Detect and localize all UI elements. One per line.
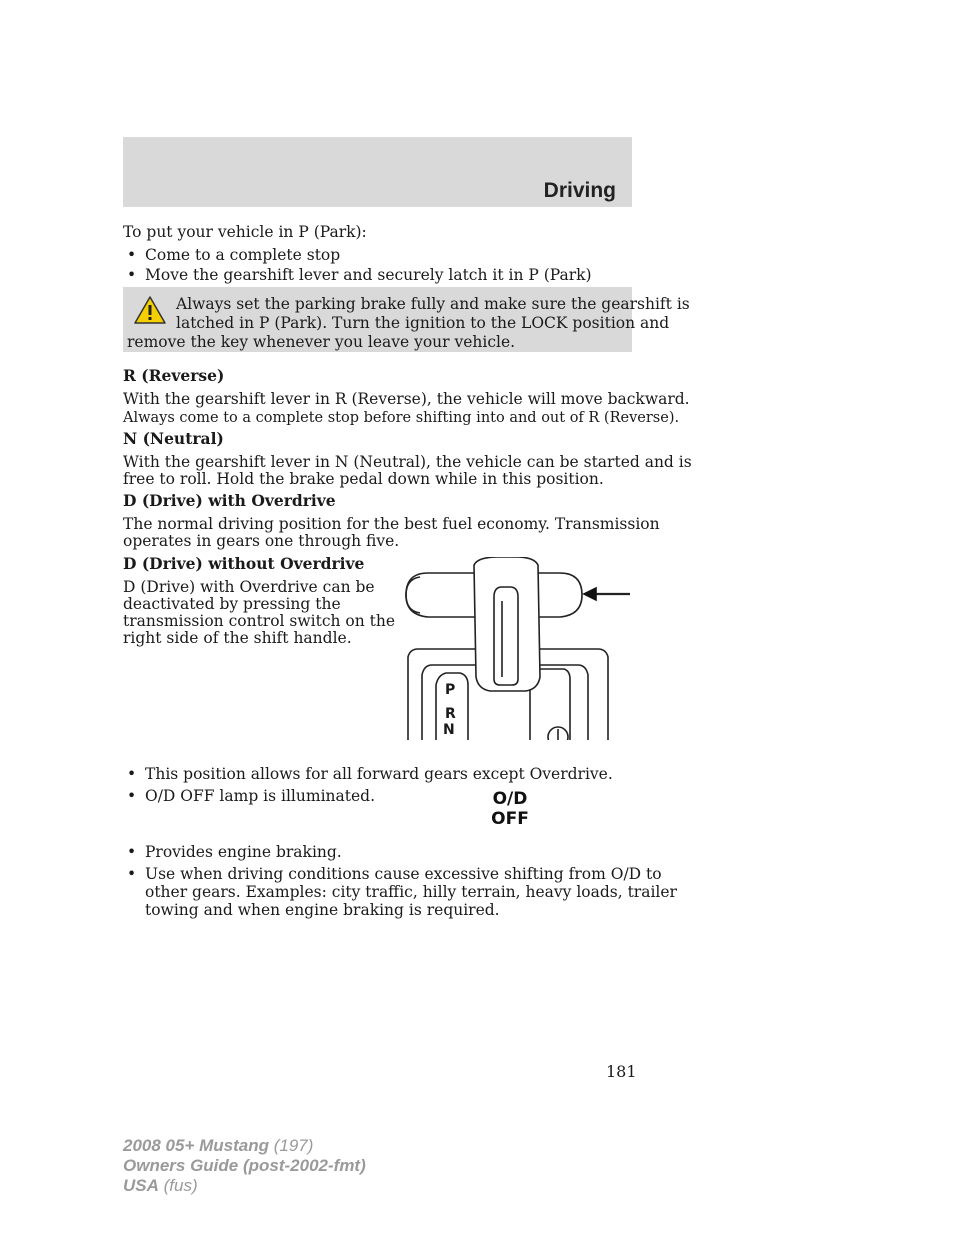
od-off-lamp-icon	[486, 789, 534, 829]
reverse-text-1: With the gearshift lever in R (Reverse), the vehicle will move backward.	[123, 390, 690, 408]
warning-text	[127, 295, 690, 352]
gate-letter-p: P	[445, 682, 456, 698]
no-od-bullet-3: Provides engine braking.	[145, 843, 342, 861]
drive-no-od-text-4: right side of the shift handle.	[123, 629, 352, 647]
gearshift-illustration	[398, 557, 633, 740]
warning-line-3: remove the key whenever you leave your vehicle.	[127, 333, 516, 351]
neutral-text-1: With the gearshift lever in N (Neutral), the vehicle can be started and is	[123, 453, 692, 471]
footer-model-code: (197)	[269, 1136, 314, 1155]
drive-od-heading: D (Drive) with Overdrive	[123, 491, 336, 510]
park-step-1: Come to a complete stop	[145, 246, 341, 264]
drive-no-od-heading: D (Drive) without Overdrive	[123, 554, 365, 573]
neutral-text-2: free to roll. Hold the brake pedal down while in this position.	[123, 470, 604, 488]
gate-letter-r: R	[445, 706, 456, 722]
footer-market: USA	[123, 1176, 159, 1195]
drive-od-text-1: The normal driving position for the best fuel economy. Transmission	[123, 515, 660, 533]
gate-letter-n: N	[443, 722, 455, 738]
footer-market-code: (fus)	[158, 1176, 198, 1195]
reverse-text-2: Always come to a complete stop before shifting into and out of R (Reverse).	[123, 410, 680, 426]
od-lamp-line-1: O/D	[492, 789, 528, 809]
neutral-heading: N (Neutral)	[123, 429, 224, 448]
reverse-heading: R (Reverse)	[123, 366, 225, 385]
footer-guide: Owners Guide (post-2002-fmt)	[123, 1156, 366, 1175]
warning-line-1: Always set the parking brake fully and make sure the gearshift is	[176, 295, 690, 313]
drive-no-od-text-1: D (Drive) with Overdrive can be	[123, 578, 375, 596]
warning-box	[123, 287, 690, 352]
drive-od-text-2: operates in gears one through five.	[123, 532, 400, 550]
no-od-bullet-4-line-1: Use when driving conditions cause excessive shifting from O/D to	[145, 865, 662, 883]
section-title: Driving	[543, 179, 616, 202]
warning-line-2: latched in P (Park). Turn the ignition to the LOCK position and	[176, 314, 670, 332]
no-od-bullet-4-line-3: towing and when engine braking is required.	[145, 901, 500, 919]
page-number: 181	[606, 1062, 637, 1081]
park-step-2: Move the gearshift lever and securely latch it in P (Park)	[145, 266, 592, 284]
od-lamp-line-2: OFF	[491, 809, 529, 829]
no-od-bullet-4-line-2: other gears. Examples: city traffic, hilly terrain, heavy loads, trailer	[145, 883, 677, 901]
no-od-bullet-2: O/D OFF lamp is illuminated.	[145, 787, 375, 805]
park-intro: To put your vehicle in P (Park):	[123, 223, 367, 241]
footer	[123, 1136, 366, 1196]
section-header	[123, 137, 632, 207]
footer-model: 2008 05+ Mustang	[123, 1136, 269, 1155]
drive-no-od-text-2: deactivated by pressing the	[123, 595, 341, 613]
drive-no-od-text-3: transmission control switch on the	[123, 612, 396, 630]
no-od-bullet-1: This position allows for all forward gears except Overdrive.	[145, 765, 613, 783]
